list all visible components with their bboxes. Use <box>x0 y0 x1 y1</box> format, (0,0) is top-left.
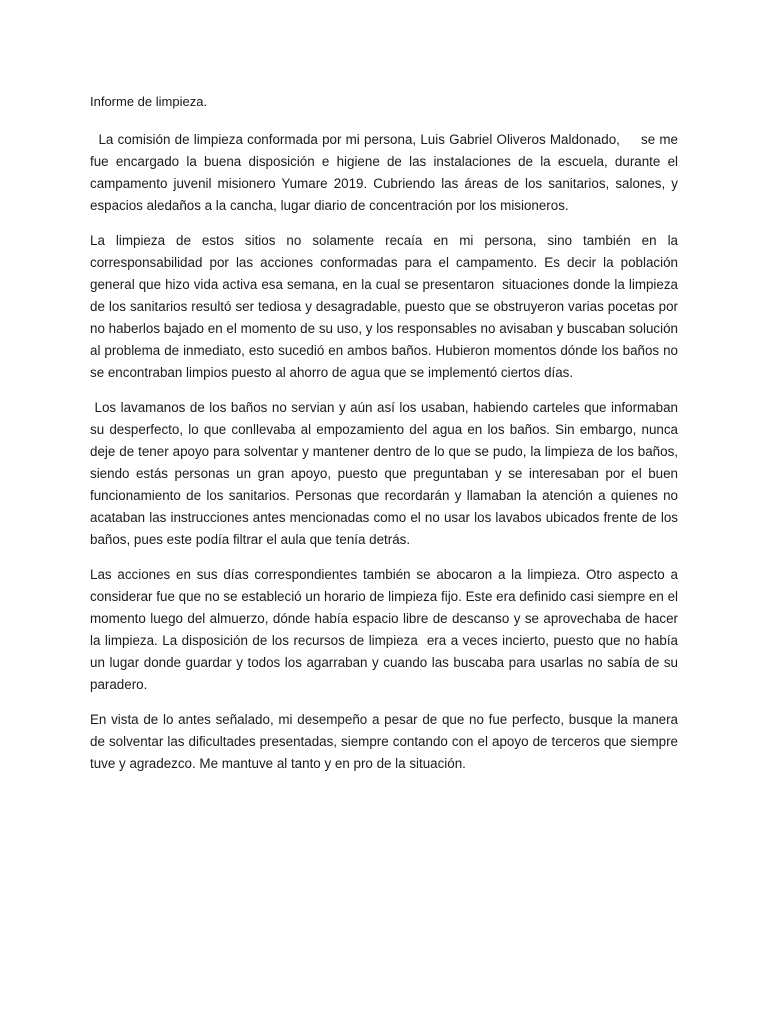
document-title: Informe de limpieza. <box>90 94 208 109</box>
paragraph-2: La limpieza de estos sitios no solamente recaía en mi persona, sino también en la corresponsabilidad por las acciones conformadas para el campamento. Es decir la población general que hizo vida activa esa semana, en la cual se presentaron situaciones donde la limpieza de los sanitarios resultó ser tediosa y desagradable, puesto que se obstruyeron varias pocetas por no haberlos bajado en el momento de su uso, y los responsables no avisaban y buscaban solución al problema de inmediato, esto sucedió en ambos baños. Hubieron momentos dónde los baños no se encontraban limpios puesto al ahorro de agua que se implementó ciertos días. <box>90 233 682 380</box>
paragraph-5: En vista de lo antes señalado, mi desempeño a pesar de que no fue perfecto, busque la manera de solventar las dificultades presentadas, siempre contando con el apoyo de terceros que siempre tuve y agradezco. Me mantuve al tanto y en pro de la situación. <box>90 712 682 771</box>
document-page <box>90 92 682 788</box>
paragraph-1: La comisión de limpieza conformada por mi persona, Luis Gabriel Oliveros Maldonado, se me fue encargado la buena disposición e higiene de las instalaciones de la escuela, durante el campamento juvenil misionero Yumare 2019. Cubriendo las áreas de los sanitarios, salones, y espacios aledaños a la cancha, lugar diario de concentración por los misioneros. <box>90 132 682 213</box>
paragraph-4: Las acciones en sus días correspondientes también se abocaron a la limpieza. Otro aspecto a considerar fue que no se estableció un horario de limpieza fijo. Este era definido casi siempre en el momento luego del almuerzo, dónde había espacio libre de descanso y se aprovechaba de hacer la limpieza. La disposición de los recursos de limpieza era a veces incierto, puesto que no había un lugar donde guardar y todos los agarraban y cuando las buscaba para usarlas no sabía de su paradero. <box>90 567 682 692</box>
paragraph-3: Los lavamanos de los baños no servian y aún así los usaban, habiendo carteles que informaban su desperfecto, lo que conllevaba al empozamiento del agua en los baños. Sin embargo, nunca deje de tener apoyo para solventar y mantener dentro de lo que se pudo, la limpieza de los baños, siendo estás personas un gran apoyo, puesto que preguntaban y se interesaban por el buen funcionamiento de los sanitarios. Personas que recordarán y llamaban la atención a quienes no acataban las instrucciones antes mencionadas como el no usar los lavabos ubicados frente de los baños, pues este podía filtrar el aula que tenía detrás. <box>90 400 682 547</box>
